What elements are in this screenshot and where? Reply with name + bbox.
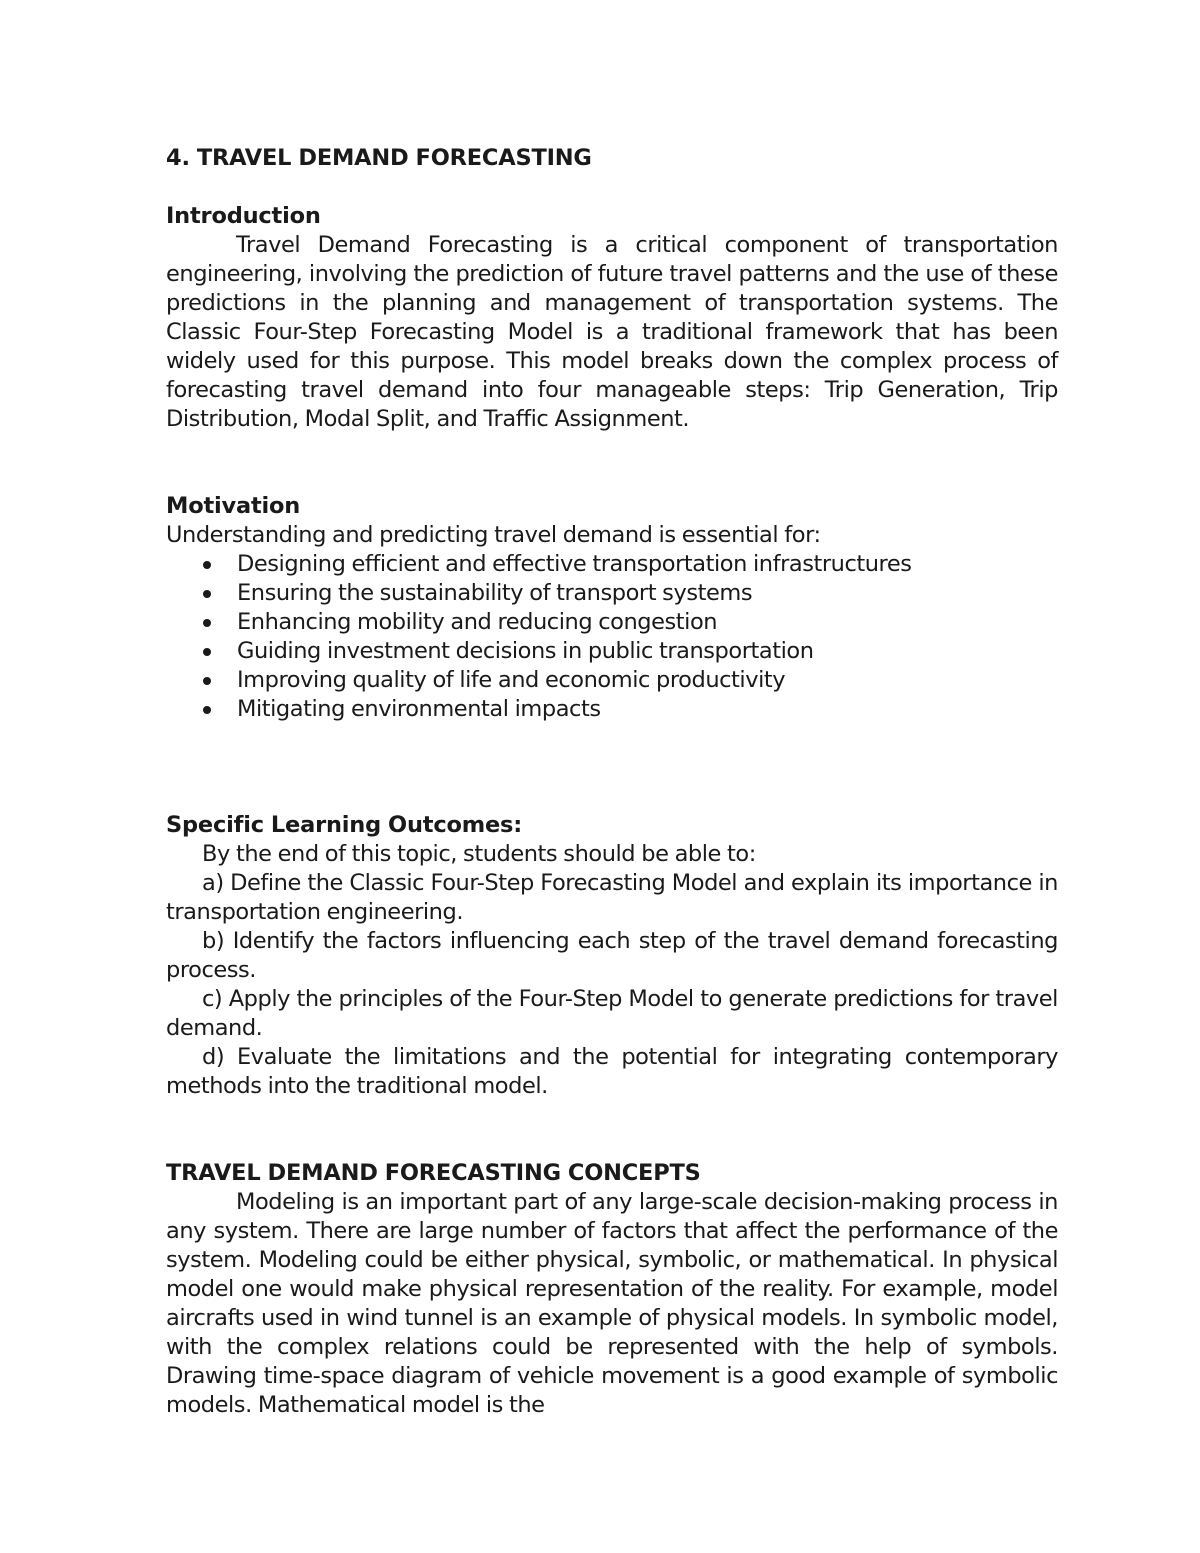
list-item	[166, 666, 1058, 695]
list-item-text: Enhancing mobility and reducing congestion	[237, 609, 718, 635]
bullet-icon	[203, 619, 211, 627]
list-item-text: Designing efficient and effective transportation infrastructures	[237, 551, 912, 577]
list-item	[166, 550, 1058, 579]
list-item	[166, 695, 1058, 724]
bullet-icon	[203, 561, 211, 569]
learning-outcomes-section	[166, 811, 1058, 1101]
motivation-heading: Motivation	[166, 493, 301, 519]
list-item	[166, 637, 1058, 666]
motivation-list	[166, 550, 1058, 724]
list-item-text: Improving quality of life and economic productivity	[237, 667, 786, 693]
concepts-heading: TRAVEL DEMAND FORECASTING CONCEPTS	[166, 1160, 701, 1186]
learning-outcome-item: b) Identify the factors influencing each step of the travel demand forecasting process.	[166, 928, 1058, 983]
list-item-text: Mitigating environmental impacts	[237, 696, 601, 722]
list-item-text: Ensuring the sustainability of transport systems	[237, 580, 753, 606]
introduction-heading: Introduction	[166, 203, 321, 229]
list-item	[166, 579, 1058, 608]
learning-outcomes-lead: By the end of this topic, students should be able to:	[202, 841, 756, 867]
learning-outcome-item: a) Define the Classic Four-Step Forecasting Model and explain its importance in transportation engineering.	[166, 870, 1058, 925]
learning-outcome-item: d) Evaluate the limitations and the potential for integrating contemporary methods into the traditional model.	[166, 1044, 1058, 1099]
bullet-icon	[203, 648, 211, 656]
learning-outcome-item: c) Apply the principles of the Four-Step Model to generate predictions for travel demand.	[166, 986, 1058, 1041]
motivation-lead: Understanding and predicting travel demand is essential for:	[166, 522, 821, 548]
introduction-section	[166, 202, 1058, 434]
list-item	[166, 608, 1058, 637]
learning-outcomes-heading: Specific Learning Outcomes:	[166, 812, 523, 838]
bullet-icon	[203, 677, 211, 685]
concepts-section	[166, 1159, 1058, 1420]
introduction-body: Travel Demand Forecasting is a critical component of transportation engineering, involving the prediction of future travel patterns and the use of these predictions in the planning and management of transportation systems. The Classic Four-Step Forecasting Model is a traditional framework that has been widely used for this purpose. This model breaks down the complex process of forecasting travel demand into four manageable steps: Trip Generation, Trip Distribution, Modal Split, and Traffic Assignment.	[166, 232, 1058, 432]
document-page	[166, 144, 1058, 1420]
document-title: 4. TRAVEL DEMAND FORECASTING	[166, 145, 592, 171]
list-item-text: Guiding investment decisions in public transportation	[237, 638, 814, 664]
bullet-icon	[203, 706, 211, 714]
bullet-icon	[203, 590, 211, 598]
concepts-body: Modeling is an important part of any large-scale decision-making process in any system. There are large number of factors that affect the performance of the system. Modeling could be either physical, symbolic, or mathematical. In physical model one would make physical representation of the reality. For example, model aircrafts used in wind tunnel is an example of physical models. In symbolic model, with the complex relations could be represented with the help of symbols. Drawing time-space diagram of vehicle movement is a good example of symbolic models. Mathematical model is the	[166, 1189, 1058, 1418]
motivation-section	[166, 492, 1058, 724]
